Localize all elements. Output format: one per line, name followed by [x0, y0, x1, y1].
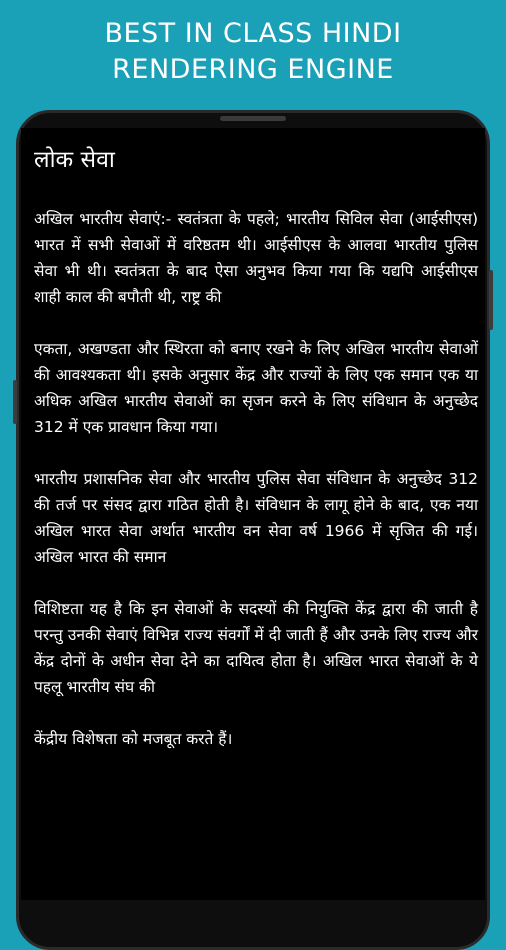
phone-side-button	[489, 270, 493, 330]
page-title: लोक सेवा	[34, 147, 115, 173]
paragraph: विशिष्टता यह है कि इन सेवाओं के सदस्यों की नियुक्ति केंद्र द्वारा की जाती है परन्तु उनकी सेवाएं विभिन्न राज्य संवर्गों में दी जाती हैं और उनके लिए राज्य और केंद्र दोनों के अधीन सेवा देने का दायित्व होता है। अखिल भारत सेवाओं के ये पहलू भारतीय संघ की	[34, 600, 478, 696]
headline-line-2: RENDERING ENGINE	[112, 54, 394, 85]
reader-screen[interactable]	[21, 128, 485, 900]
promo-headline	[0, 16, 506, 88]
headline-line-1: BEST IN CLASS HINDI	[104, 18, 402, 49]
phone-speaker	[220, 116, 286, 121]
paragraph: केंद्रीय विशेषता को मजबूत करते हैं।	[34, 730, 233, 748]
document-body[interactable]	[34, 206, 478, 778]
paragraph: एकता, अखण्डता और स्थिरता को बनाए रखने के लिए अखिल भारतीय सेवाओं की आवश्यकता थी। इसके अनुसार केंद्र और राज्यों के लिए एक समान एक या अधिक अखिल भारतीय सेवाओं का सृजन करने के लिए संविधान के अनुच्छेद 312 में एक प्रावधान किया गया।	[34, 340, 478, 436]
paragraph: अखिल भारतीय सेवाएं:- स्वतंत्रता के पहले; भारतीय सिविल सेवा (आईसीएस) भारत में सभी सेवाओं में वरिष्ठतम थी। आईसीएस के आलवा भारतीय पुलिस सेवा भी थी। स्वतंत्रता के बाद ऐसा अनुभव किया गया कि यद्यपि आईसीएस शाही काल की बपौती थी, राष्ट्र की	[34, 210, 478, 306]
phone-side-button	[13, 380, 17, 424]
paragraph: भारतीय प्रशासनिक सेवा और भारतीय पुलिस सेवा संविधान के अनुच्छेद 312 की तर्ज पर संसद द्वारा गठित होती है। संविधान के लागू होने के बाद, एक नया अखिल भारत सेवा अर्थात भारतीय वन सेवा वर्ष 1966 में सृजित की गई। अखिल भारत की समान	[34, 470, 478, 566]
